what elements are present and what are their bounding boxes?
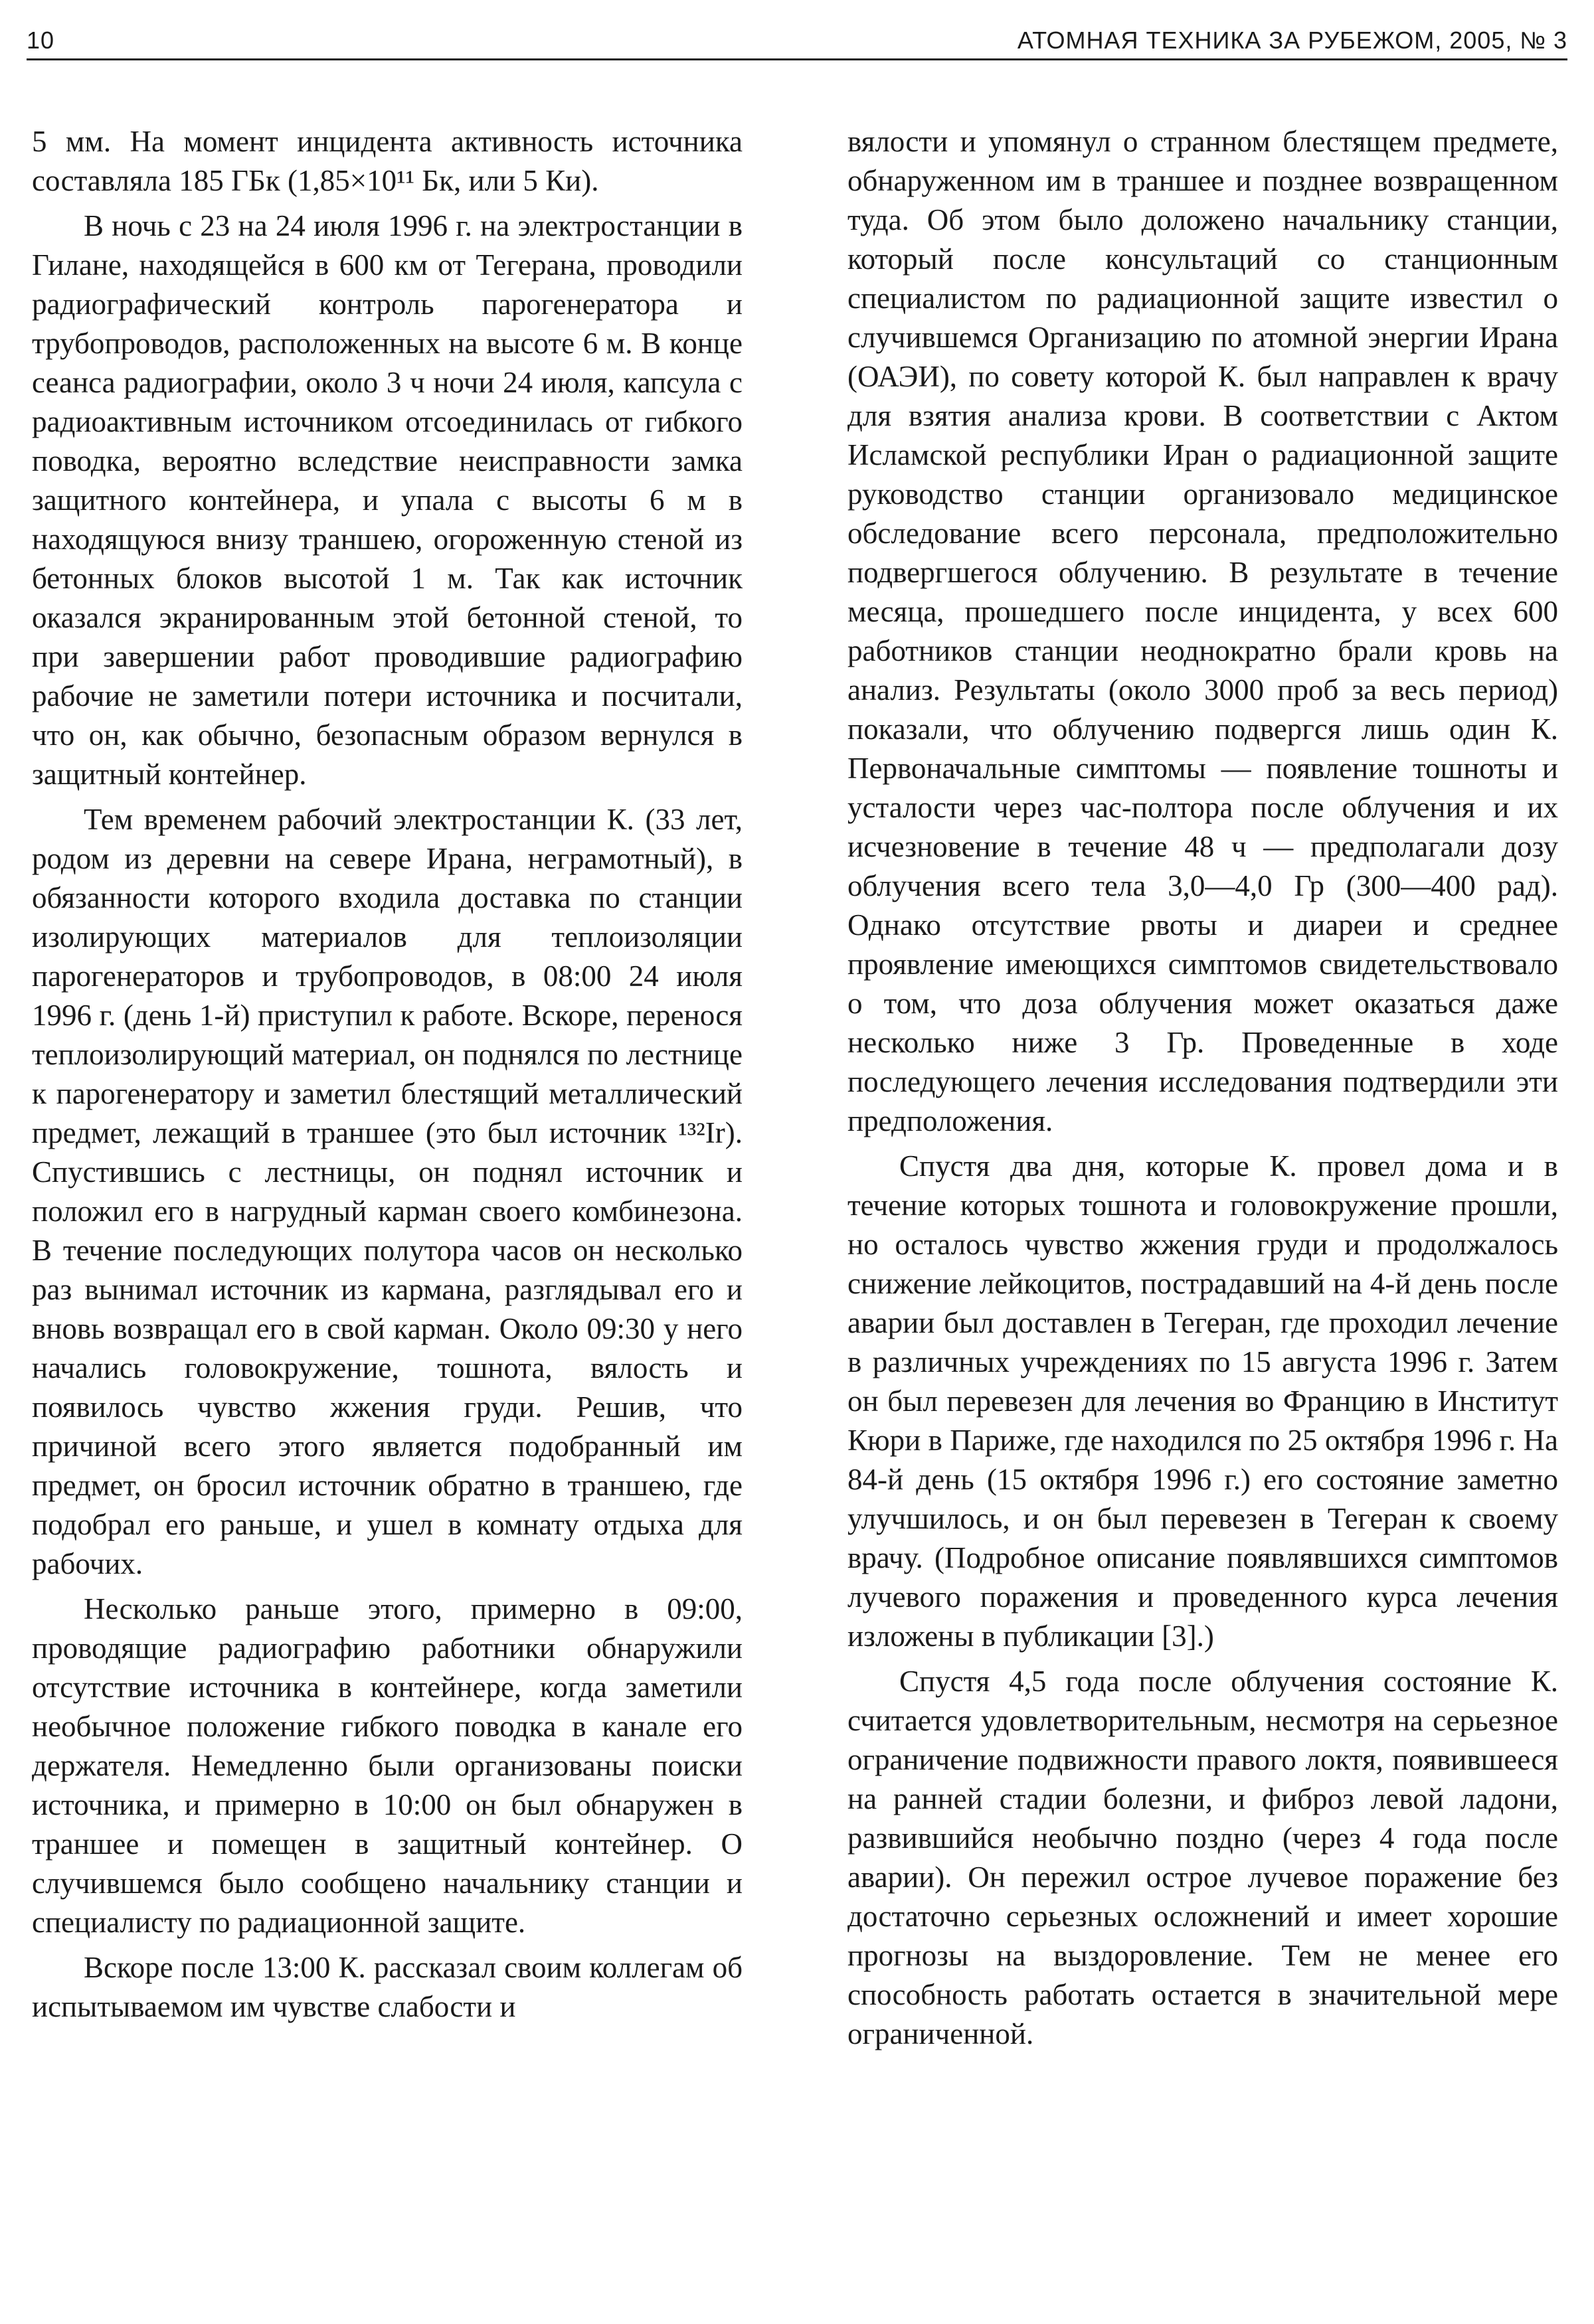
paragraph: Тем временем рабочий электростанции К. (33 лет, родом из деревни на севере Ирана, неграмотный), в обязанности которого входила доставка по станции изолирующих материалов для теплоизоляции парогенераторов и трубопроводов, в 08:00 24 июля 1996 г. (день 1-й) приступил к работе. Вскоре, перенося теплоизолирующий материал, он поднялся по лестнице к парогенератору и заметил блестящий металлический предмет, лежащий в траншее (это был источник ¹³²Ir). Спустившись с лестницы, он поднял источник и положил его в нагрудный карман своего комбинезона. В течение последующих полутора часов он несколько раз вынимал источник из кармана, разглядывал его и вновь возвращал его в свой карман. Около 09:30 у него начались головокружение, тошнота, вялость и появилось чувство жжения груди. Решив, что причиной всего этого является подобранный им предмет, он бросил источник обратно в траншею, где подобрал его раньше, и ушел в комнату отдыха для рабочих. (32, 803, 743, 1580)
right-column (847, 122, 1558, 2054)
paragraph: Спустя 4,5 года после облучения состояние К. считается удовлетворительным, несмотря на серьезное ограничение подвижности правого локтя, появившееся на ранней стадии болезни, и фиброз левой ладони, развившийся необычно поздно (через 4 года после аварии). Он пережил острое лучевое поражение без достаточно серьезных осложнений и имеет хорошие прогнозы на выздоровление. Тем не менее его способность работать остается в значительной мере ограниченной. (847, 1665, 1558, 2050)
paragraph: вялости и упомянул о странном блестящем предмете, обнаруженном им в траншее и позднее возвращенном туда. Об этом было доложено начальнику станции, который после консультаций со станционным специалистом по радиационной защите известил о случившемся Организацию по атомной энергии Ирана (ОАЭИ), по совету которой К. был направлен к врачу для взятия анализа крови. В соответствии с Актом Исламской республики Иран о радиационной защите руководство станции организовало медицинское обследование всего персонала, предположительно подвергшегося облучению. В результате в течение месяца, прошедшего после инцидента, у всех 600 работников станции неоднократно брали кровь на анализ. Результаты (около 3000 проб за весь период) показали, что облучению подвергся лишь один К. Первоначальные симптомы — появление тошноты и усталости через час-полтора после облучения и их исчезновение в течение 48 ч — предполагали дозу облучения всего тела 3,0—4,0 Гр (300—400 рад). Однако отсутствие рвоты и диареи и среднее проявление имеющихся симптомов свидетельствовало о том, что доза облучения может оказаться даже несколько ниже 3 Гр. Проведенные в ходе последующего лечения исследования подтвердили эти предположения. (847, 125, 1558, 1137)
header-divider (27, 58, 1567, 60)
page-header (27, 23, 1567, 62)
paragraph: Несколько раньше этого, примерно в 09:00, проводящие радиографию работники обнаружили отсутствие источника в контейнере, когда заметили необычное положение гибкого поводка в канале его держателя. Немедленно были организованы поиски источника, и примерно в 10:00 он был обнаружен в траншее и помещен в защитный контейнер. О случившемся было сообщено начальнику станции и специалисту по радиационной защите. (32, 1592, 743, 1939)
paragraph: Вскоре после 13:00 К. рассказал своим коллегам об испытываемом им чувстве слабости и (32, 1951, 743, 2023)
left-column (32, 122, 743, 2027)
running-title: АТОМНАЯ ТЕХНИКА ЗА РУБЕЖОМ, 2005, № 3 (1017, 27, 1567, 54)
paragraph: 5 мм. На момент инцидента активность источника составляла 185 ГБк (1,85×10¹¹ Бк, или 5 Ки). (32, 125, 743, 197)
paragraph: Спустя два дня, которые К. провел дома и в течение которых тошнота и головокружение прошли, но осталось чувство жжения груди и продолжалось снижение лейкоцитов, пострадавший на 4-й день после аварии был доставлен в Тегеран, где проходил лечение в различных учреждениях по 15 августа 1996 г. Затем он был перевезен для лечения во Францию в Институт Кюри в Париже, где находился по 25 октября 1996 г. На 84-й день (15 октября 1996 г.) его состояние заметно улучшилось, и он был перевезен в Тегеран к своему врачу. (Подробное описание появлявшихся симптомов лучевого поражения и проведенного курса лечения изложены в публикации [3].) (847, 1149, 1558, 1653)
paragraph: В ночь с 23 на 24 июля 1996 г. на электростанции в Гилане, находящейся в 600 км от Тегерана, проводили радиографический контроль парогенератора и трубопроводов, расположенных на высоте 6 м. В конце сеанса радиографии, около 3 ч ночи 24 июля, капсула с радиоактивным источником отсоединилась от гибкого поводка, вероятно вследствие неисправности замка защитного контейнера, и упала с высоты 6 м в находящуюся внизу траншею, огороженную стеной из бетонных блоков высотой 1 м. Так как источник оказался экранированным этой бетонной стеной, то при завершении работ проводившие радиографию рабочие не заметили потери источника и посчитали, что он, как обычно, безопасным образом вернулся в защитный контейнер. (32, 209, 743, 791)
page-number: 10 (27, 27, 55, 54)
